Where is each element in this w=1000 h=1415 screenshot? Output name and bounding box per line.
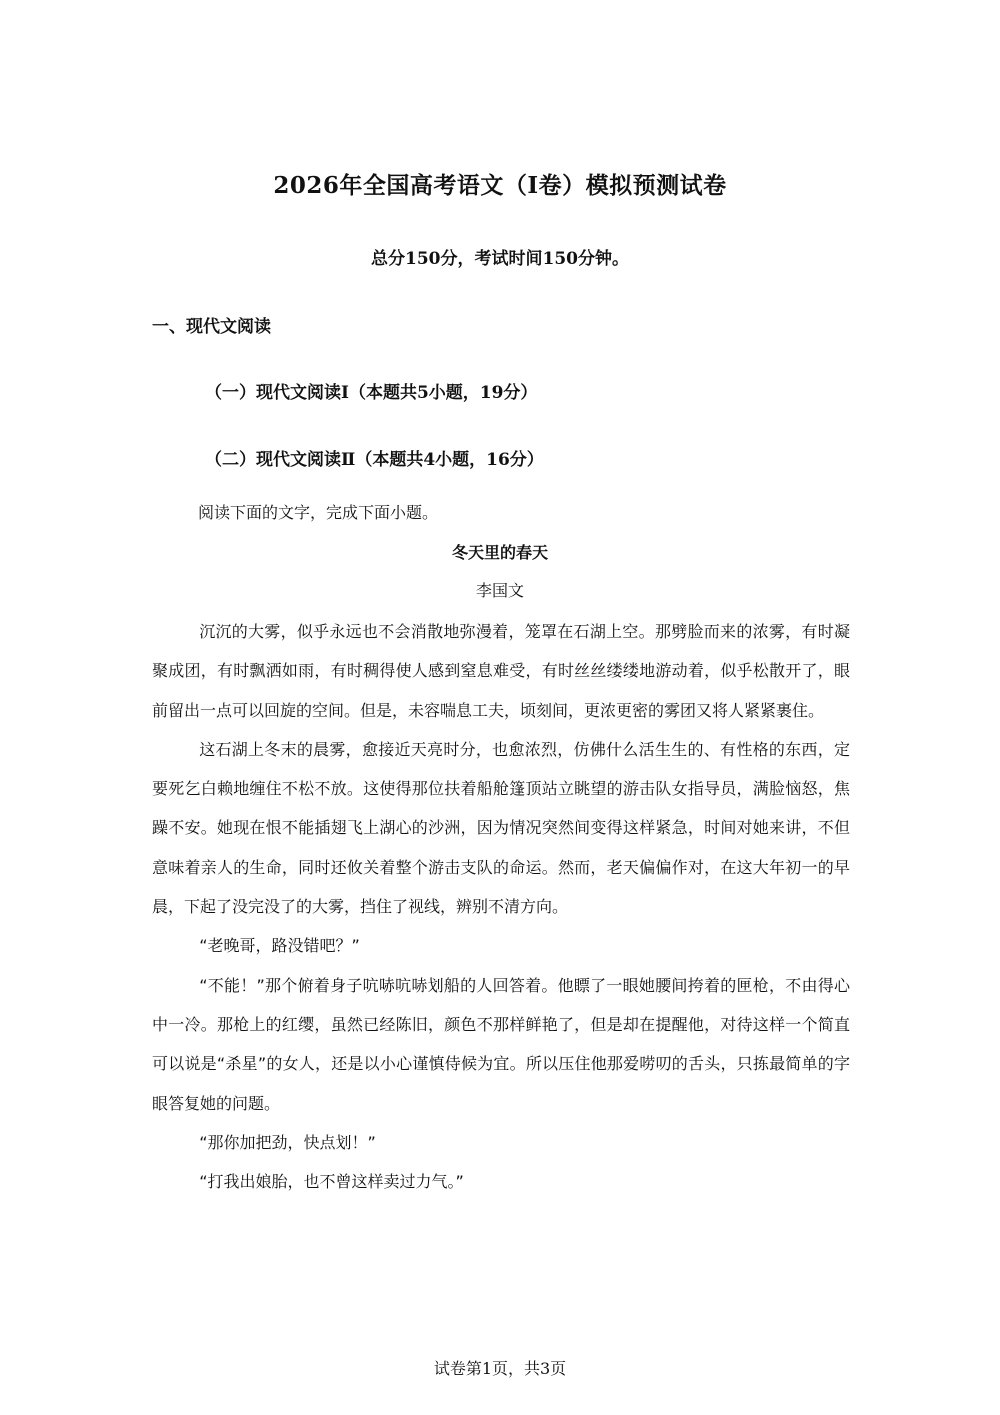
passage-paragraph: 沉沉的大雾，似乎永远也不会消散地弥漫着，笼罩在石湖上空。那劈脸而来的浓雾，有时凝聚成团，有时飘洒如雨，有时稠得使人感到窒息难受，有时丝丝缕缕地游动着，似乎松散开了，眼前留出一点可以回旋的空间。但是，未容喘息工夫，顷刻间，更浓更密的雾团又将人紧紧裹住。 <box>152 622 850 720</box>
page-footer: 试卷第1页，共3页 <box>433 1359 567 1378</box>
subsection-heading-reading-1: （一）现代文阅读Ⅰ（本题共5小题，19分） <box>205 383 538 403</box>
section-heading-modern-reading: 一、现代文阅读 <box>152 317 271 337</box>
passage-paragraph: “老晚哥，路没错吧？” <box>199 936 360 956</box>
passage-paragraph: 这石湖上冬末的晨雾，愈接近天亮时分，也愈浓烈，仿佛什么活生生的、有性格的东西，定要死乞白赖地缠住不松不放。这使得那位扶着船舱篷顶站立眺望的游击队女指导员，满脸恼怒，焦躁不安。她现在恨不能插翅飞上湖心的沙洲，因为情况突然间变得这样紧急，时间对她来讲，不但意味着亲人的生命，同时还攸关着整个游击支队的命运。然而，老天偏偏作对，在这大年初一的早晨，下起了没完没了的大雾，挡住了视线，辨别不清方向。 <box>152 739 850 917</box>
passage-paragraph: “不能！”那个俯着身子吭哧吭哧划船的人回答着。他瞟了一眼她腰间挎着的匣枪，不由得心中一冷。那枪上的红缨，虽然已经陈旧，颜色不那样鲜艳了，但是却在提醒他，对待这样一个简直可以说是“杀星”的女人，还是以小心谨慎侍候为宜。所以压住他那爱唠叨的舌头，只拣最简单的字眼答复她的问题。 <box>152 975 850 1113</box>
exam-info: 总分150分，考试时间150分钟。 <box>371 249 629 269</box>
exam-title: 2026年全国高考语文（I卷）模拟预测试卷 <box>273 172 727 199</box>
passage-title: 冬天里的春天 <box>451 543 548 562</box>
passage-paragraph: “那你加把劲，快点划！” <box>199 1132 376 1152</box>
passage-author: 李国文 <box>475 581 524 600</box>
subsection-heading-reading-2: （二）现代文阅读Ⅱ（本题共4小题，16分） <box>205 450 544 470</box>
passage-body <box>152 612 850 1201</box>
passage-paragraph: “打我出娘胎，也不曾这样卖过力气。” <box>199 1172 464 1192</box>
reading-instruction: 阅读下面的文字，完成下面小题。 <box>198 503 439 522</box>
